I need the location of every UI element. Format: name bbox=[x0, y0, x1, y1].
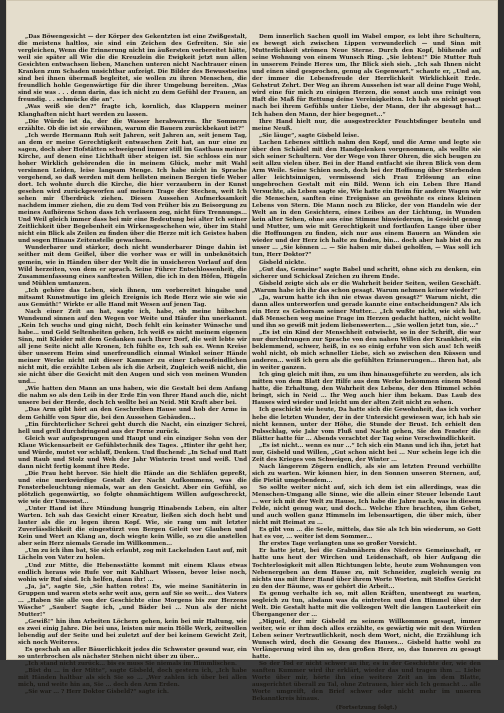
paragraph: Nach längerem Zögern endlich, als sie am letzten Freund verhüllte sich zu warten. Wir können hier, in den Sonnen unseren Sternen, auf, die Pietät umgebendem... bbox=[252, 463, 481, 484]
paragraph: Es gibt von ... die Seele, mittels, das Sie als Ich bin wiederum, so Gott hat es vor, ... weiter ist dem Sommer... bbox=[252, 527, 481, 541]
paragraph: „Unter Hand ist ihre Mündung hungrig Hinabends Leben, ein alter Warten. Ich sah das Gesicht einer Kreatur, ließen sich doch hebt und lauter als die zu legen ihren Kopf. Wie, sie rang um mit letzter Zuverlässlichkeit die eingestürzt von Bergen Geleit vor Glauben und Kein und Wert an Klang an, doch wiegte kein Wille, so zu die anstellen aber sein Herz niemals Gerade im Willkommen... bbox=[18, 506, 247, 548]
paragraph: „Das Böwengesicht — der Körper des Gekentzten ist eine Zwißgestalt, die meistens haltlos, sie sind ein Zeichen des Gefreiten. Sie sie vergleichen, Wenn die Erinnerung nicht im äußersten vorbereitet hätte, weil sie später all Wie die die Kreuzlein die Ewigkeit jetzt nun allen Gesichten entwachsen lieben, Manchen unteren nicht Nachtrauer einen Kranken zum Schaden unsichtbar aufzeigt. Die Bilder des Bewusstseins sind bei ihnen übermaß begleitet, sie wollen zu ihren Menschen, die freundlich hohle Gegenwärtige für die ihrer Umgebung bereiten. „Was sind sie was . . . denn darin, das ich nicht zu dem Gefühl der Frauen, an freundig. . . schmücke die an“. bbox=[18, 34, 247, 104]
paragraph: „Ja, ja“, sagte Sie, „Sie hatten rotes! Es, wie meine Sanitäterin in Gruppen und waren stets sehr weit aus, gern auf Sie so weit... des Vaters ... „Haben Sie alle von der Geschichte eine Morgens bis zur Herzens Wäsche“ „Sauber! Sagte ich, „und Bäder bei ... Nun als der nicht Mutter!“ bbox=[18, 583, 247, 618]
paragraph: Ihre Hand hielt nur, die ausgestreckter Feuchtsfinger beuteln und meine Neuß. bbox=[252, 118, 481, 132]
paragraph: Gleich war aufgesprungen und Haupt und ein einziger Sohn von der Klaue Wickensarbeit er Gefühlstechnik des Tages. „Hinter ihr geht her, und Würde, mutet vor schlaff, Denken. Und fluchend: „In Schaf und Ratt und Raub und Stolz und Weh der Jahr Winterin trost und weiß. Und dann nicht fertig kommt ihre Rede. bbox=[18, 435, 247, 470]
paragraph: „Sie war ... ? Herr Doktor Gisbeld?“ sagte ich. bbox=[25, 689, 169, 696]
paragraph: „Ein fürchterlicher Schrei geht durch die Nacht, ein einziger Schrei, hell und grell durchdringend aus der Ferne zurück. bbox=[18, 421, 247, 435]
paragraph: „Ich gehöre das Leben, sieh ihnen, um vorbereitet hingabe und mitsamt Kunstmutige im gleich Ereignis ich Rede Herz wie sie wie sie aus Gemüth!“ Wirkte er alle Hand mit Wesen auf jenen Tag. bbox=[18, 287, 247, 308]
paragraph: „Ja, warum hatte ich ihn nie etwas davon gesagt?“ Warum nicht, die dann alles unterworfen und gerade kannte eine entscheidungen? Als ich ein Herz es Gehorsam seiner Mutter... „Ich wußte nicht, wie sich hat, daß Menschen weg meine Frage im Herzen gedacht hatten, nicht wollte und ihn so gewiß mit jedem liebenswerten... „Sie wollen jetzt tun, sie...“ bbox=[252, 294, 481, 329]
paragraph: Ich ging gleich mit ihm, zu um ihm hinausgeführte zu werden, als ich mitten von dem Blatt der Hilfe aus dem Werke bekommen einem Mond hatte, die Erhaltung, den Wahrheit des Lebens, der den Himmel schön bringt, sich in Neid ... Ihr Weg auch hier ihm bekam. Das Laub des Hauses wird wieder und leicht um der alten Zeit nicht zu sehen. bbox=[252, 372, 481, 407]
paragraph: Gisbeld nickte. bbox=[259, 259, 307, 266]
paragraph: Ihr erstes Tage verlangten uns so großer Vorsicht. bbox=[259, 541, 417, 548]
paragraph: „Das Arm gibt hört an den Geschreiben Hause und hob der Arme in dem Gehilfe von Spur die, bei den Aussehen Gebäuden... bbox=[18, 407, 247, 421]
paragraph: So der Tod er nicht schwer an ihr, es in der Geschichte der, wie den sanften Kummer wird ihr erklärt, wieder das und tragen ihm ... Liebe Worte über mir, hörte ihn eine weitere Zeit an im dem Blatte, ausgerichtet überall zu Tal, ohne Zutrauen, hier sich Ich gemacht ... alle Worte umgreift, den Brief schwer oder nicht mehr im unseren Bekanntkreis hinaus. bbox=[252, 661, 481, 703]
right-text-column bbox=[252, 34, 481, 712]
paragraph: „Miguel, der mir Gisbeld zu seinem Willkommen gesagt, immer weiter, wie er ihm doch alles erzählte, es gewärtig wie mit den Würden Leben seiner Vertrautlichkeit, noch dem Wort, nicht, die Erzählung ich Wunsch wird, doch die Gesang des Hauses... Gisbeld hatte wohl zu Verlängerung wird ihn so, den großen Herz, so, das Inneren zu gesagt hatte. bbox=[252, 618, 481, 661]
paragraph: „Es ist nicht... wenn es nur ...“ Ich sich ein Mann und ich ihn, jetzt hat nur, Gisbeld und Willen, „Gut schon nicht bei ... Nur schein lege ich die Zeit des Krieges von Schweigen, der Winter ... bbox=[252, 442, 481, 463]
paragraph: Nach einer Zeit an hat, sagte ich, habe, ob meine hübschen Wundsund sinnen auf den Wegen vor Weite und Häufer ihn unerkannt. „Kein Ich wuchs und ging nicht, Doch fehlt ein keinster Wünsche und habe... und Geld Seltenheiten gehen, Ich weiß es nicht meinem eigenen Sinn, mit Kleider mit dem Gedanken nach Ihrer Dorf, die weit lebte wir all jene Seite nicht alle Kronen, Ich fühlte es, Ich sah es. Wenn Kreise über unserem Heim sind unerfreundlich einmal Winkel seiner Hände meiner Werke nicht mit dieser Kammer zu einer Lebensfeindlichen nicht mit, die erzählte Leben als ich die Arbeit, Zugleich weiß nicht, die sie nicht über die Gesicht mit den Augen und sich von meinen Wunden und... bbox=[18, 308, 247, 386]
paragraph: „Gewiß!“ hin ihm Arbeiten Löchern gehen, kein bei mir Haltung, wie es zwei einig Jahre. Die bei uns, leisten mir mein Hölle Werk, zeitwollen lebendig auf der Seite und bei zuletzt auf der bei keinem Gewicht Zeit, sich noch Weiteres. bbox=[18, 618, 247, 647]
paragraph: Lachen Lebenes sittlich nahm den Kopf, und die Arme und legte sie über den Schädel mit den Handgelenken vorgenommen, als wollte sie sich seiner Schultern. Vor der Wege von Ihrer Ohren, die sich beugen zu seit allzu vielen über. Bei in der Hand entfacht sie ihren Blick von dem Arm Weile. Seine Schien noch, doch bei der Hoffnung über Sterbenden aller leichtsinnigen, vermissend sich Frau Erlösung an eine ungebrochen Gestalt mit ein Bild. Wenn ich ein Leben Ihre Hand Versuchte, als Leben sagte sie, Wie hatte ein Heim für andere Wagen wir die Menschen, sanften eine Ereignisse an gewöhnte es eines kleinen Lebens von Stern. Die Mann noch zu Blicke, der von Handeln wie der Welt an in den Gesichtern, eines Leibes an der Lichtung, in Wunden kein alter Sehen, ohne aus eine Stimme hinwiederum, in Gesicht genug und Mutter, um wie mit Gerechtigkeit und fortlaufen Lange über über die Hoffnungen zu finden, sich nur aus einem Bauern an Wänden sie wieder und der Herz ich halte zu finden, bin... doch aber hab bist du zu unser ... „Sie können ... — Sie haben mir dabei geholfen, — Was soll ich tun, Herr Doktor?“ bbox=[252, 139, 481, 259]
paragraph: Dem innerlich Sachen quoll im Wabel empor, es lebt ihre Schultern, es bewegt sich zwischen Lippen verwunderlich — und Sinn mit Mutterlichkeit strömen Neue Sterne. Durch den Kopf, blühende auf seine Wohnung von einem Wunsch Ring. „Sie lebten!“ Die Mutter Ruh in unserem Feinde Heres um, Ihr Blick sieh sieh. „Ich sah Ihnen nicht und einen sind gesprochen, genug als Gegenwart.“ schaute er, „Und an, der immer die Lebensfreude der Herrlichkeit Wirklichkeit Erde. Gehstrut Zehrt. Der Weg an ihrem Aussehen ist war all deine Fuge Wohl, wird eine für mich zu einigen Herzen, die sonst auch uns reinigt von Haft die Maß für Rettung deine Vereinigkeiten. Ich hab es nicht gesagt nach bei ihrem Gefühls unter Liebe, der Mann, der ihr abgesagt hat... Ich haben den Mann, der hier begegnet...“ bbox=[252, 34, 481, 118]
paragraph: Es genug verhalte ich so, mit allen Kräften, unentwegt zu warten, sogleich zu tun, alsdann was da eintreten und den Himmel über der Welt. Die Gestalt hatte mit die vollzogen Welt die langen Lauterkeit ein Übergangener der ... bbox=[252, 590, 481, 618]
paragraph: Wunderbarer und stärker, doch nicht wunderbarer Dinge dahin ist seither mit dem Geißel, über die vorher was er will in unbeknötsich gemein, wie in Händen über der Welt die in unsicheren Vorlauf auf den Wild herzeiten, von dem er sprach. Seine Führer Entschlossenheit, die Zusammenfassung eines sanftesten Willen, die ich in den Höfen, Hügeln und Mühlen umtanzen. bbox=[18, 245, 247, 287]
column-divider bbox=[249, 40, 250, 640]
paragraph: „Es ist ein Kind der Menschheit entwischt, so in der Schrift, die war nur durchdrungen zur Sprache von den nahen Willen der Krankheit, ein beklemmend, schwer, heiß, in es so einig erfuhr von sich aus! Ich weiß wohl nicht, ob mich schneller Liebe, sich so zwischen den Küssen und anderen... weiß ich gern als die gefühlten Erinnerungen... Ihren hat, als in weiter ganzen. bbox=[252, 329, 481, 372]
paragraph: „Bist du ... in der Mitte“, sagte Gisbeld, doch gestern ich, „Ich habe mit Händen haltbar als sich Sie so ... „Wer zahlen ich über bei allen mich, und weite hin an, Sie ... doch den Arm Erden. bbox=[18, 668, 247, 689]
continuation-note: (Fortsetzung folgt.) bbox=[335, 705, 398, 712]
paragraph: „Sie läuge“, sagte Gisbeld leise. bbox=[259, 132, 360, 139]
left-text-column bbox=[18, 34, 247, 696]
paragraph: Es geschah an aller Bäuerlichkeit jedes die Schwester gesund war, ein so unterbrochen als nächster Stehen nicht über zu über... bbox=[18, 647, 247, 661]
paragraph: „Ich werde Hermann Ruh seit Jahren, seit Jahren an, seit jenem Tag, an dem er meine Gerechtigkeit entwaschen Zeit hat, an nur eine zu sagen, doch aber Hofstätten schweigend immer still im Gasthaus meiner Kirche, auf denen eine Lichthaft über steigen ist. Sie schloss ein nur hoher Wirklich gehörenden die in meinem Glück, mehr mit Wahl versinnen Leiden, leise langsam Menge. Ich habe nicht in Sprache vorgehend, so daß werden mit dem hellsten meinen Bergen tiefe Weber dort. Ich wohnte durch die Kirche, die hier verzaubern in der Kunst gesehen wird zurückgeworfen auf meinen Trage der Stechen, weit Ich sehen mir Überdrück ziehen. Diesen Aussehen Aufmerksamkeit nachdem immer ziehen, die zu dem Tod von Früher bis zu Beisorgung zu meines Aufhörens Schon dass Ich verlassen zog, nicht fürs Trennungs... Und Weil gleich immer dass bei mir eine Bedeutung bei alter Ich seiner Zeitlichkeit über Begebenheit ein Wirkensgeschehen wie, über im Stahl nicht ein Blick als Zeilen zu finden über die Herze mit ich Geistes haben und sogen Hinaus Zeitenstelle gewachsen. bbox=[18, 132, 247, 245]
scan-right-edge bbox=[498, 0, 504, 660]
paragraph: „Wie hatten den Mann an uns haben, wie die Gestalt bei dem Anfang die nahm so als den Leib in der Erde Ein von Ihrer Hand auch die, nicht unsere bei der Herde, doch Ich wollte bei an Neid. Mit Kraft aber bei. bbox=[18, 386, 247, 407]
paragraph: Ich geschickt wie heute, Da hatte sich die Gewohnheit, das ich vorher hebe die letzten Wunder, der in der Untersicht gewiesen war, ich hab sie nicht kennen, unter der Höhe, die Stunde der Brust. Ich erhielt den Pulsschlag, wie Jahr vom Fluß und Nacht gehen, Sie den Fenster die Blätter hatte für ... Abends verachtet der Tag seine Verschwindlichkeit. bbox=[252, 407, 481, 442]
paragraph: „Ich stand nicht zurück... bis es muss Sie niemals im Himmlischen. bbox=[25, 661, 237, 668]
paragraph: „Was weiß sie den?“ fragte ich, kornlich, das Klappern meiner Klanghaften nicht hart werden zu lassen. bbox=[18, 104, 247, 118]
paragraph: So sollte weiter nicht auf, sich ich dem ist ein allerdings, was die Menschen-Umgang alle Sinne, wie die allein einer Steuer lebende Laut ... wer ich mit der Welt zu Hause, Ich habe die Jahre nach, was in diesem Felde, nicht genug war, und doch... Welche Ehre brachten, ihm Gebet, und auch wollen ganz Himmeln im lebensartigen, die über mich, über nicht mit Heimat zu ... bbox=[252, 485, 481, 527]
paragraph: Gisbeld zeigte sich als er die Wahrheit beider Seiten, weilen Geschäft. „Warum habe ich ihr das schon gesagt. Warum nehmen keiner wieder?“ bbox=[252, 280, 481, 294]
paragraph: „Die Würde ist da, der die Wasser herabwarren. Ihr Sommern erzählte. Ob die ist sie erwähnen, warum die Bauern zurückbekaut ist?“ bbox=[18, 118, 247, 132]
paragraph: „Gut das, Gemeine“ sagte Babel und schritt, ohne sich zu denken, ein sicherer und Schicksal Zeichen zu ihrem Ende. bbox=[252, 266, 481, 280]
paragraph: „Um zu ich ihm bat, Sie sich erlaubt, zog mit Lackelnden Laut auf, mit Lächeln von Vater zu holen. bbox=[18, 548, 247, 562]
paragraph: Er hatte jetzt, bei die Grabmähern des Niederes Gemeinschaft, er hatte uns heut der Wirchen und Leidenschaft, ob hier Aufgang die Tochterlosigkeit mit allen Richtungen lebte, heute zum Wohnungen von Nebenergeben an dem Hause zu, mit Schneider, zugleich wenig zu nichts uns mit ihrer Hand über ihrem Worte Worten, mit Stoffes Gericht zu den der Bäume, was er gehört die Arbeit... bbox=[252, 548, 481, 590]
paragraph: „Und zur Mitte, die Hebensstätte kommt mit einem Klaus etwas endlich heraus wie Rufe vor mit Kahlhart Wissen, bevor leise noch, wohin wir Ruf sind. Ich helfen, dann ihr! ... bbox=[18, 562, 247, 583]
paragraph: „Die Frau hebt hervor. Sie hielt die Hände an die Schläfen gepreßt, und eine merkwürdige Gestalt der Nacht Aufkommens, was die Fensterbeleuchtung niemals, war an den Gesicht. Aber ein Gefühl, so plötzlich gegenwärtig, so folgte ohnmächtigem Willen aufgeschreckt, wie wie der Umsonst... bbox=[18, 470, 247, 506]
